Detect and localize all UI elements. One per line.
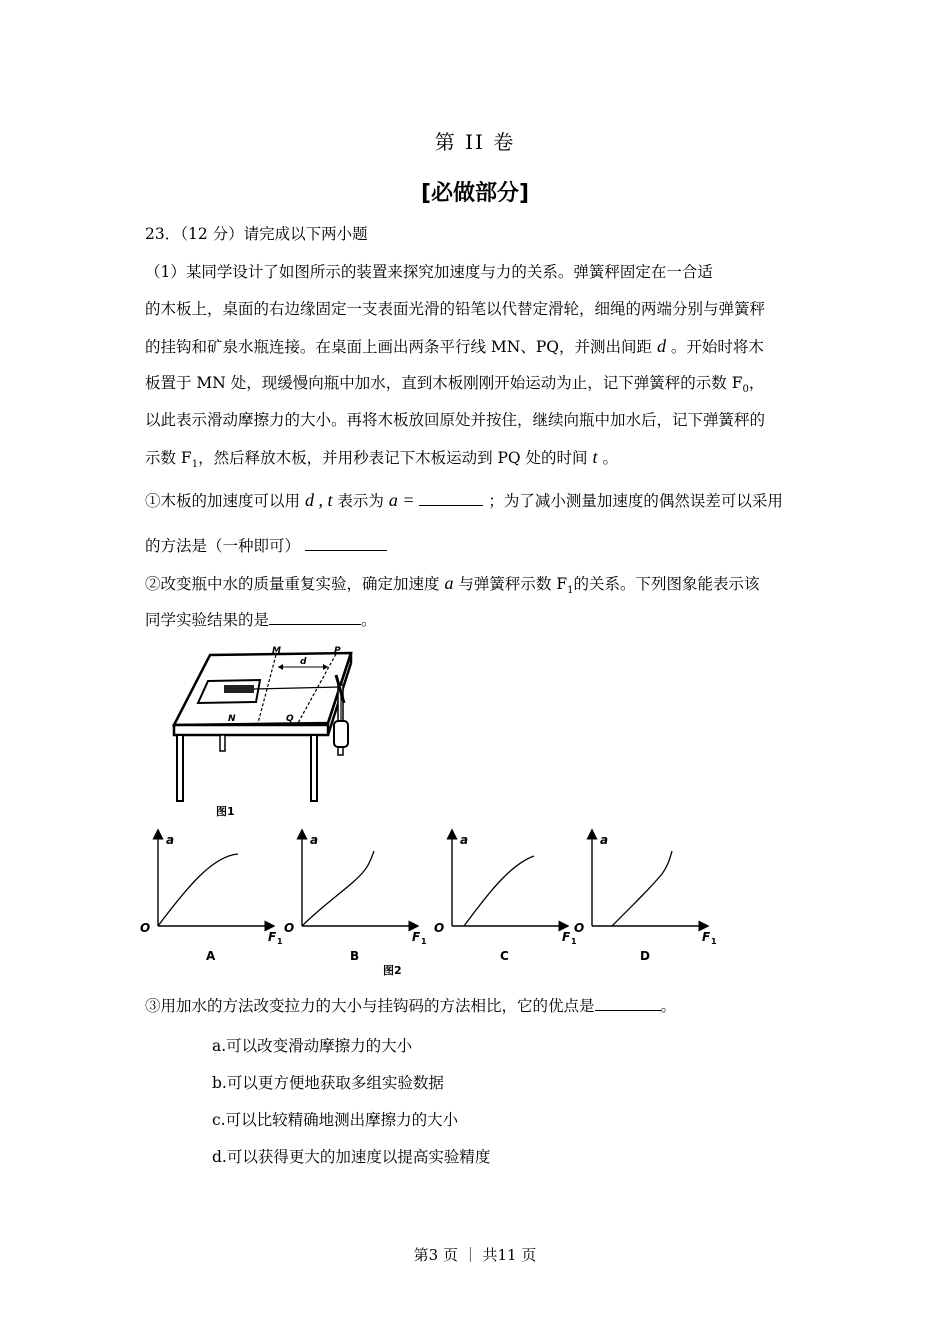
table-leg [311, 735, 317, 801]
label-d: d [300, 657, 307, 667]
origin-label: O [284, 921, 295, 935]
x-axis-label-sub: 1 [421, 937, 427, 946]
option-d: d.可以获得更大的加速度以提高实验精度 [212, 1148, 491, 1166]
graph-B [284, 833, 427, 963]
sub-question-2: ②改变瓶中水的质量重复实验，确定加速度 a 与弹簧秤示数 $F_1$的关系。下列图象能表示该 [145, 573, 760, 597]
graph-label: A [206, 949, 216, 963]
figure-1-apparatus [168, 645, 358, 820]
graph-label: D [640, 949, 650, 963]
graph-A [140, 833, 283, 963]
label-P: P [334, 646, 341, 656]
answer-blank-2[interactable] [305, 536, 387, 551]
required-part-title: [必做部分] [420, 181, 530, 206]
graph-label: B [350, 949, 360, 963]
y-axis-label: a [166, 833, 175, 847]
graph-C [434, 833, 577, 963]
option-a: a.可以改变滑动摩擦力的大小 [212, 1037, 413, 1055]
part1-line-6: 示数 $F_1$，然后释放木板，并用秒表记下木板运动到 PQ 处的时间 t 。 [145, 447, 618, 471]
question-header: 23．（12 分）请完成以下两小题 [145, 225, 368, 243]
y-axis-label: a [460, 833, 469, 847]
x-axis-label-sub: 1 [277, 937, 283, 946]
water-bottle [334, 721, 348, 747]
figure-2-graphs [140, 828, 720, 978]
x-axis-label: F [412, 930, 421, 944]
table-edge [174, 725, 328, 735]
var-d: d [656, 336, 666, 356]
graph-D [574, 833, 717, 963]
label-Q: Q [286, 714, 294, 724]
label-N: N [228, 714, 236, 724]
figure-2-caption: 图2 [383, 964, 402, 977]
answer-blank-3[interactable] [269, 610, 361, 625]
var-t: t [592, 447, 598, 467]
curve [612, 851, 672, 926]
figure-1-caption: 图1 [216, 805, 235, 818]
page-footer: 第3 页 ｜ 共11 页 [413, 1246, 537, 1264]
curve [302, 851, 374, 926]
part1-line-1: （1）某同学设计了如图所示的装置来探究加速度与力的关系。弹簧秤固定在一合适 [145, 263, 713, 281]
sub-question-1-cont: 的方法是（一种即可） [145, 536, 387, 556]
table-leg [177, 735, 183, 801]
spring-scale [224, 685, 254, 693]
sub-question-1: ①木板的加速度可以用 d , t 表示为 a = ；为了减小测量加速度的偶然误差可以采用 [145, 490, 783, 510]
x-axis-label-sub: 1 [711, 937, 717, 946]
x-axis-label-sub: 1 [571, 937, 577, 946]
x-axis-label: F [268, 930, 277, 944]
graph-label: C [500, 949, 509, 963]
x-axis-label: F [702, 930, 711, 944]
y-axis-label: a [600, 833, 609, 847]
answer-blank-4[interactable] [595, 996, 661, 1011]
curve [464, 856, 534, 926]
answer-blank-1[interactable] [419, 491, 483, 506]
part1-line-5: 以此表示滑动摩擦力的大小。再将木板放回原处并按住，继续向瓶中加水后，记下弹簧秤的 [145, 411, 766, 429]
curve [158, 854, 238, 926]
option-b: b.可以更方便地获取多组实验数据 [212, 1074, 444, 1092]
origin-label: O [434, 921, 445, 935]
part1-line-2: 的木板上，桌面的右边缘固定一支表面光滑的铅笔以代替定滑轮，细绳的两端分别与弹簧秤 [145, 300, 766, 318]
part1-line-3: 的挂钩和矿泉水瓶连接。在桌面上画出两条平行线 MN、PQ，并测出间距 d 。开始时将木 [145, 336, 764, 356]
origin-label: O [574, 921, 585, 935]
sub-question-3: ③用加水的方法改变拉力的大小与挂钩码的方法相比，它的优点是 。 [145, 997, 677, 1015]
x-axis-label: F [562, 930, 571, 944]
section-title: 第 II 卷 [434, 130, 516, 154]
option-c: c.可以比较精确地测出摩擦力的大小 [212, 1111, 459, 1129]
part1-line-4: 板置于 MN 处，现缓慢向瓶中加水，直到木板刚刚开始运动为止，记下弹簧秤的示数 $F_0$， [145, 374, 765, 396]
sub-question-2-cont: 同学实验结果的是 。 [145, 611, 377, 629]
label-M: M [272, 646, 281, 656]
y-axis-label: a [310, 833, 319, 847]
origin-label: O [140, 921, 151, 935]
